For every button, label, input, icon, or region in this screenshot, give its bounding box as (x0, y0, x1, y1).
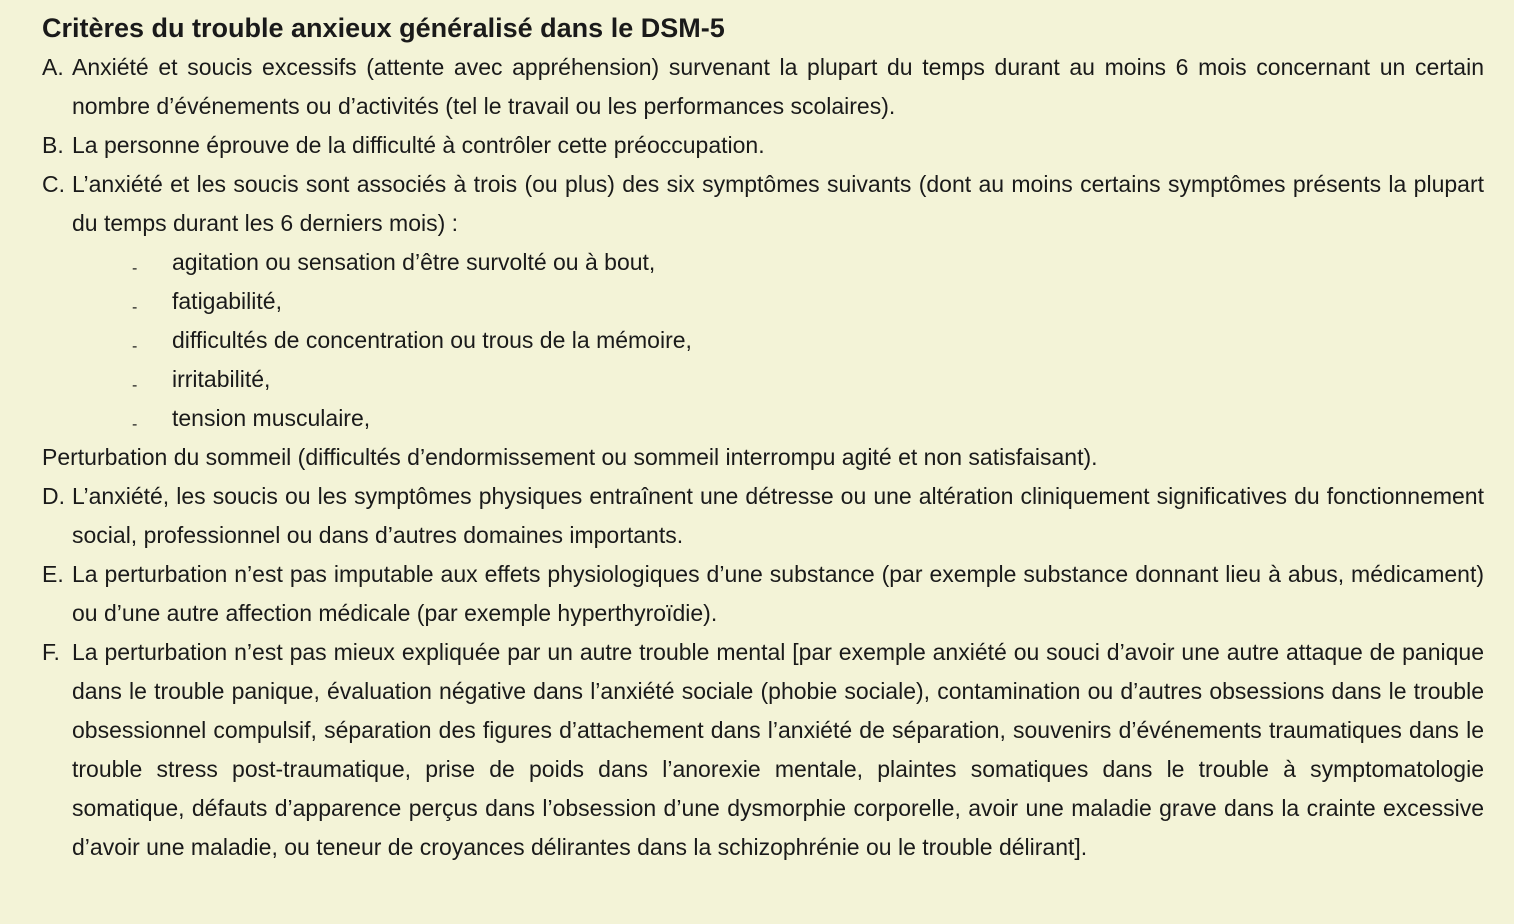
criterion-f-letter: F. (42, 639, 60, 665)
symptom-text: irritabilité, (172, 366, 271, 392)
criterion-d-text: L’anxiété, les soucis ou les symptômes physiques entraînent une détresse ou une altération cliniquement significatives du fonctionnement social, professionnel ou dans d’autres domaines importants. (72, 483, 1484, 548)
symptom-text: fatigabilité, (172, 288, 282, 314)
criterion-e (42, 555, 1484, 633)
sleep-disturbance-symptom: Perturbation du sommeil (difficultés d’endormissement ou sommeil interrompu agité et non satisfaisant). (42, 444, 1098, 470)
list-item (42, 243, 1484, 282)
criterion-a (42, 48, 1484, 126)
criterion-c-letter: C. (42, 171, 65, 197)
criterion-a-letter: A. (42, 54, 64, 80)
criterion-b (42, 126, 1484, 165)
bullet-marker: - (132, 377, 138, 394)
symptom-list (42, 243, 1484, 438)
criterion-f-text: La perturbation n’est pas mieux expliquée par un autre trouble mental [par exemple anxiété ou souci d’avoir une autre attaque de panique dans le trouble panique, évaluation négative dans l’anxiété sociale (phobie sociale), contamination ou d’autres obsessions dans le trouble obsessionnel compulsif, séparation des figures d’attachement dans l’anxiété de séparation, souvenirs d’événements traumatiques dans le trouble stress post-traumatique, prise de poids dans l’anorexie mentale, plaintes somatiques dans le trouble à symptomatologie somatique, défauts d’apparence perçus dans l’obsession d’une dysmorphie corporelle, avoir une maladie grave dans la crainte excessive d’avoir une maladie, ou teneur de croyances délirantes dans la schizophrénie ou le trouble délirant]. (72, 639, 1484, 860)
symptom-text: difficultés de concentration ou trous de la mémoire, (172, 327, 692, 353)
criterion-d (42, 477, 1484, 555)
criterion-d-letter: D. (42, 483, 65, 509)
list-item (42, 399, 1484, 438)
criterion-e-text: La perturbation n’est pas imputable aux effets physiologiques d’une substance (par exemple substance donnant lieu à abus, médicament) ou d’une autre affection médicale (par exemple hyperthyroïdie). (72, 561, 1484, 626)
criterion-c (42, 165, 1484, 243)
list-item (42, 282, 1484, 321)
criterion-b-text: La personne éprouve de la difficulté à contrôler cette préoccupation. (72, 132, 765, 158)
criterion-c-text: L’anxiété et les soucis sont associés à trois (ou plus) des six symptômes suivants (dont au moins certains symptômes présents la plupart du temps durant les 6 derniers mois) : (72, 171, 1484, 236)
criterion-e-letter: E. (42, 561, 64, 587)
symptom-text: tension musculaire, (172, 405, 371, 431)
bullet-marker: - (132, 260, 138, 277)
list-item (42, 360, 1484, 399)
list-item (42, 321, 1484, 360)
criterion-f (42, 633, 1484, 867)
criterion-b-letter: B. (42, 132, 64, 158)
symptom-text: agitation ou sensation d’être survolté ou à bout, (172, 249, 656, 275)
bullet-marker: - (132, 299, 138, 316)
criterion-a-text: Anxiété et soucis excessifs (attente avec appréhension) survenant la plupart du temps durant au moins 6 mois concernant un certain nombre d’événements ou d’activités (tel le travail ou les performances scolaires). (72, 54, 1484, 119)
bullet-marker: - (132, 338, 138, 355)
bullet-marker: - (132, 416, 138, 433)
box-title: Critères du trouble anxieux généralisé dans le DSM-5 (42, 13, 725, 43)
